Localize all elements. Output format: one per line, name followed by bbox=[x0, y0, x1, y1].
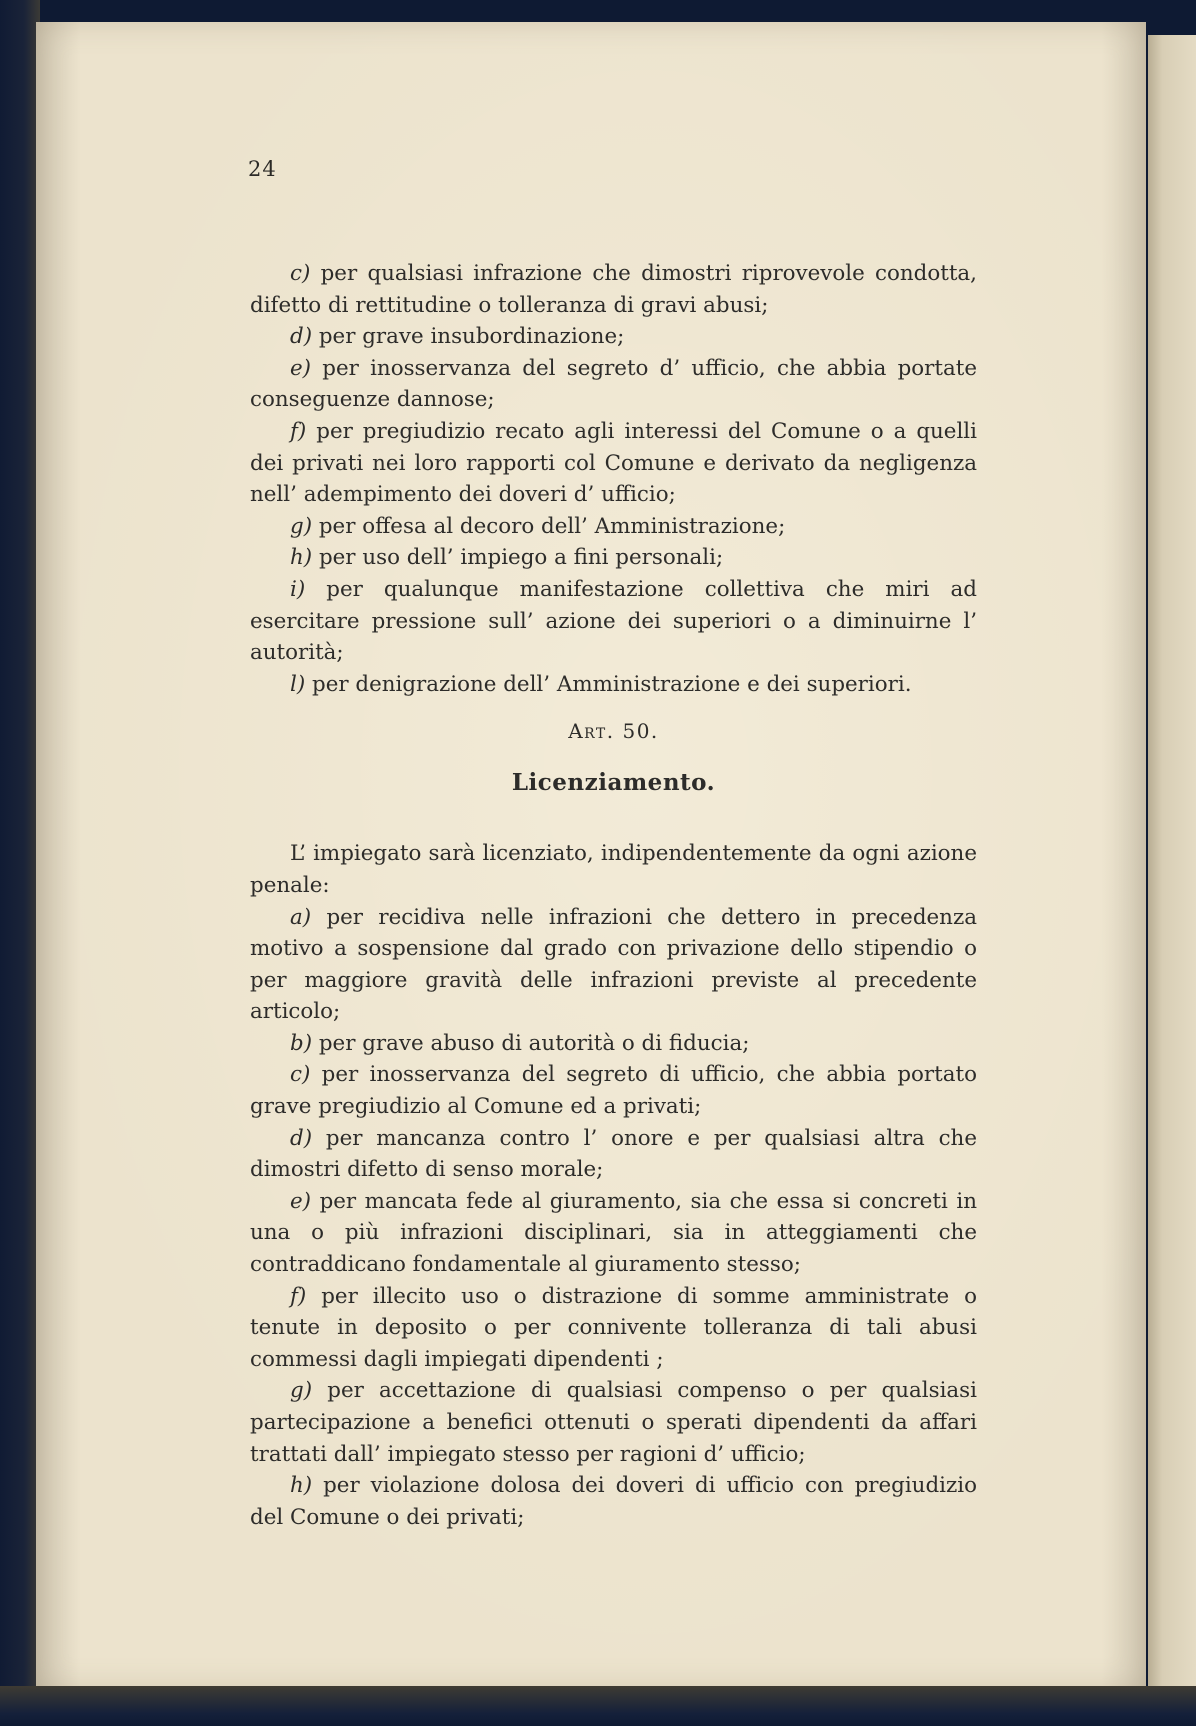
list-item bbox=[250, 1186, 977, 1281]
item-text: per offesa al decoro dell’ Amministrazione; bbox=[318, 513, 786, 539]
item-text: per qualunque manifestazione collettiva che miri ad esercitare pressione sull’ azione dei superiori o a diminuirne l’ autorità; bbox=[250, 576, 977, 666]
item-text: per pregiudizio recato agli interessi del Comune o a quelli dei privati nei loro rapporti col Comune e derivato da negligenza nell’ adempimento dei doveri d’ ufficio; bbox=[250, 418, 977, 508]
item-letter: f) bbox=[290, 418, 307, 444]
item-letter: h) bbox=[290, 545, 313, 571]
item-text: per inosservanza del segreto di ufficio, che abbia portato grave pregiudizio al Comune ed a privati; bbox=[250, 1062, 977, 1120]
item-letter: d) bbox=[290, 324, 313, 350]
list-item bbox=[250, 353, 977, 416]
list-item bbox=[250, 1059, 977, 1122]
item-text: per grave abuso di autorità o di fiducia; bbox=[318, 1030, 750, 1056]
item-text: per recidiva nelle infrazioni che dettero in precedenza motivo a sospensione dal grado con privazione dello stipendio o per maggiore gravità delle infrazioni previste al precedente articolo; bbox=[250, 904, 977, 1025]
item-text: per mancanza contro l’ onore e per qualsiasi altra che dimostri difetto di senso morale; bbox=[250, 1125, 977, 1183]
list-item bbox=[250, 511, 977, 543]
article-intro: L’ impiegato sarà licenziato, indipendentemente da ogni azione penale: bbox=[250, 841, 977, 898]
item-text: per qualsiasi infrazione che dimostri riprovevole condotta, difetto di rettitudine o tolleranza di gravi abusi; bbox=[250, 261, 977, 318]
page-body bbox=[250, 258, 977, 1533]
item-letter: e) bbox=[290, 1188, 312, 1214]
item-text: per inosservanza del segreto d’ ufficio, che abbia portate conseguenze dannose; bbox=[250, 355, 977, 413]
item-text: per violazione dolosa dei doveri di ufficio con pregiudizio del Comune o dei privati; bbox=[250, 1473, 977, 1530]
item-text: per denigrazione dell’ Amministrazione e dei superiori. bbox=[312, 671, 912, 697]
list-item bbox=[250, 1123, 977, 1186]
list-item bbox=[250, 1470, 977, 1533]
list-item bbox=[250, 574, 977, 669]
item-letter: d) bbox=[290, 1125, 313, 1151]
list-item bbox=[250, 542, 977, 574]
list-item bbox=[250, 416, 977, 511]
item-text: per accettazione di qualsiasi compenso o per qualsiasi partecipazione a benefici ottenuti o sperati dipendenti da affari trattati dall’ impiegato stesso per ragioni d’ ufficio; bbox=[250, 1378, 977, 1467]
article-heading: Art. 50. bbox=[568, 719, 659, 744]
scan-bottom-edge bbox=[0, 1686, 1196, 1726]
section-title: Licenziamento. bbox=[511, 769, 716, 797]
list-item bbox=[250, 1028, 977, 1060]
list-item bbox=[250, 321, 977, 353]
item-letter: e) bbox=[290, 355, 312, 381]
item-text: per grave insubordinazione; bbox=[318, 324, 625, 350]
item-letter: g) bbox=[290, 513, 313, 539]
item-letter: c) bbox=[290, 1062, 311, 1088]
list-item bbox=[250, 1375, 977, 1470]
list-item bbox=[250, 258, 977, 321]
item-letter: i) bbox=[290, 576, 306, 602]
list-item bbox=[250, 1281, 977, 1376]
item-text: per mancata fede al giuramento, sia che essa si concreti in una o più infrazioni disciplinari, sia in atteggiamenti che contraddicano fondamentale al giuramento stesso; bbox=[250, 1188, 977, 1278]
item-text: per illecito uso o distrazione di somme amministrate o tenute in deposito o per connivente tolleranza di tali abusi commessi dagli impiegati dipendenti ; bbox=[250, 1283, 977, 1372]
page-number: 24 bbox=[248, 157, 277, 181]
item-letter: f) bbox=[290, 1283, 307, 1309]
item-letter: c) bbox=[290, 261, 311, 286]
list-item bbox=[250, 902, 977, 1028]
list-item bbox=[250, 669, 977, 701]
facing-page-edge bbox=[1148, 35, 1196, 1690]
item-text: per uso dell’ impiego a fini personali; bbox=[318, 545, 724, 571]
item-letter: l) bbox=[290, 671, 306, 697]
scan-left-edge bbox=[0, 0, 40, 1726]
item-letter: a) bbox=[290, 904, 312, 930]
item-letter: g) bbox=[290, 1378, 313, 1404]
item-letter: h) bbox=[290, 1473, 313, 1499]
item-letter: b) bbox=[290, 1030, 313, 1056]
